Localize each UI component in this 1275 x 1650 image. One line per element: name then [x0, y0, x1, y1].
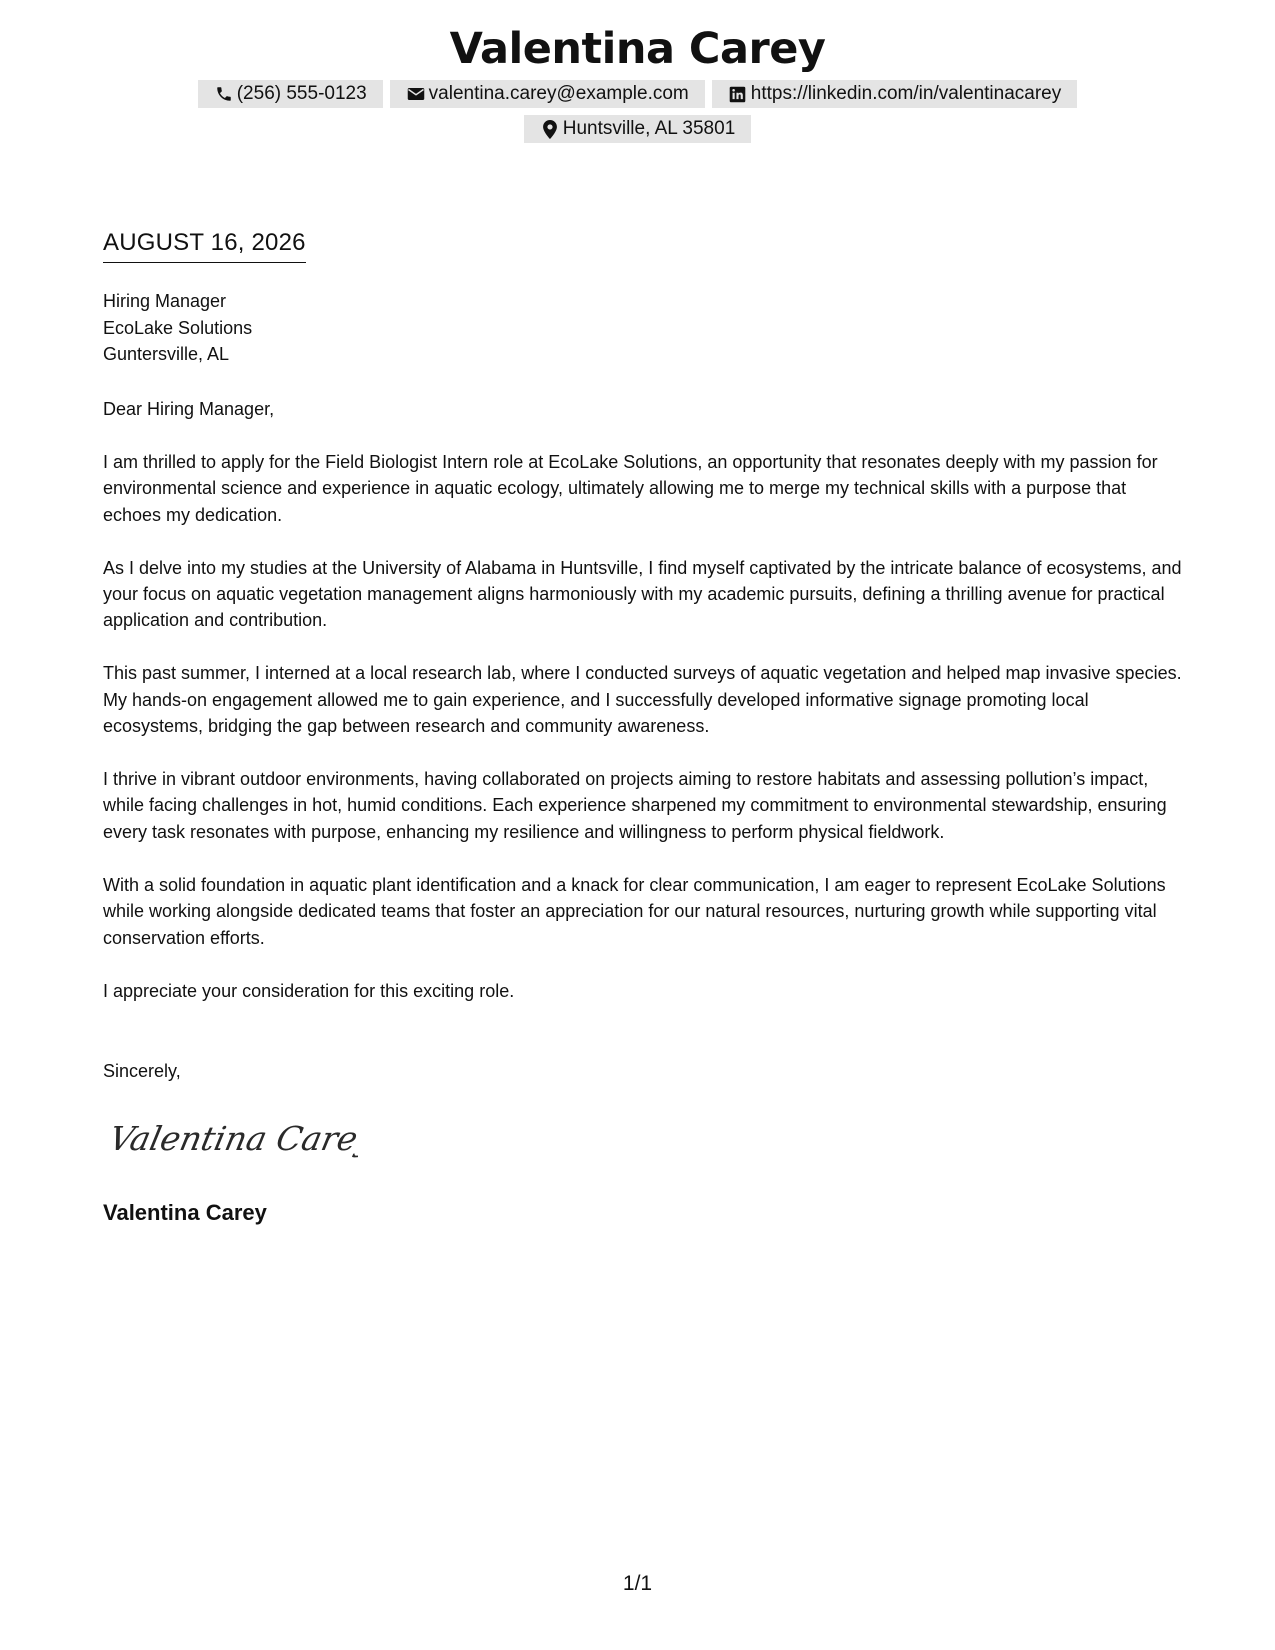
letter-body [103, 396, 1183, 1030]
body-paragraph: With a solid foundation in aquatic plant identification and a knack for clear communication, I am eager to represent EcoLake Solutions while working alongside dedicated teams that foster an appreciation for our natural resources, nurturing growth while supporting vital conservation efforts. [103, 874, 1166, 948]
linkedin-icon [728, 84, 748, 104]
contact-info [0, 80, 1275, 143]
handwritten-signature [108, 1110, 358, 1173]
phone-icon [214, 84, 234, 104]
page-number: 1/1 [622, 1572, 653, 1595]
contact-location[interactable] [524, 115, 752, 143]
closing: Sincerely, [103, 1061, 181, 1081]
contact-linkedin-text: https://linkedin.com/in/valentinacarey [750, 83, 1062, 104]
body-paragraph: I am thrilled to apply for the Field Biologist Intern role at EcoLake Solutions, an opportunity that resonates deeply with my passion for environmental science and experience in aquatic ecology, ultimately allowing me to merge my technical skills with a purpose that echoes my dedication. [103, 451, 1158, 525]
letter-date: AUGUST 16, 2026 [103, 226, 306, 263]
body-paragraph: I appreciate your consideration for this exciting role. [103, 980, 515, 1001]
contact-row-secondary [524, 115, 752, 143]
recipient-title: Hiring Manager [103, 291, 227, 311]
envelope-icon [406, 84, 426, 104]
contact-email[interactable] [390, 80, 705, 108]
contact-phone[interactable] [198, 80, 383, 108]
recipient-block [103, 288, 252, 368]
body-paragraph: This past summer, I interned at a local research lab, where I conducted surveys of aquatic vegetation and helped map invasive species. My hands-on engagement allowed me to gain experience, and I successfully developed informative signage promoting local ecosystems, bridging the gap between research and community awareness. [103, 663, 1182, 737]
applicant-name: Valentina Carey [449, 24, 826, 74]
contact-location-text: Huntsville, AL 35801 [562, 118, 736, 139]
svg-text:Valentina Carey: Valentina Carey [108, 1119, 358, 1158]
recipient-company: EcoLake Solutions [103, 317, 253, 338]
map-pin-icon [540, 119, 560, 139]
contact-linkedin[interactable] [712, 80, 1078, 108]
salutation: Dear Hiring Manager, [103, 399, 275, 419]
signer-name: Valentina Carey [103, 1200, 267, 1225]
contact-phone-text: (256) 555-0123 [236, 83, 367, 104]
contact-email-text: valentina.carey@example.com [428, 83, 689, 104]
body-paragraph: I thrive in vibrant outdoor environments, having collaborated on projects aiming to restore habitats and assessing pollution’s impact, while facing challenges in hot, humid conditions. Each experience sharpened my commitment to environmental stewardship, ensuring every task resonates with purpose, enhancing my resilience and willingness to perform physical fieldwork. [103, 769, 1167, 842]
recipient-location: Guntersville, AL [103, 344, 230, 364]
contact-row-primary [198, 80, 1078, 108]
body-paragraph: As I delve into my studies at the University of Alabama in Huntsville, I find myself captivated by the intricate balance of ecosystems, and your focus on aquatic vegetation management aligns harmoniously with my academic pursuits, defining a thrilling avenue for practical application and contribution. [103, 557, 1182, 631]
